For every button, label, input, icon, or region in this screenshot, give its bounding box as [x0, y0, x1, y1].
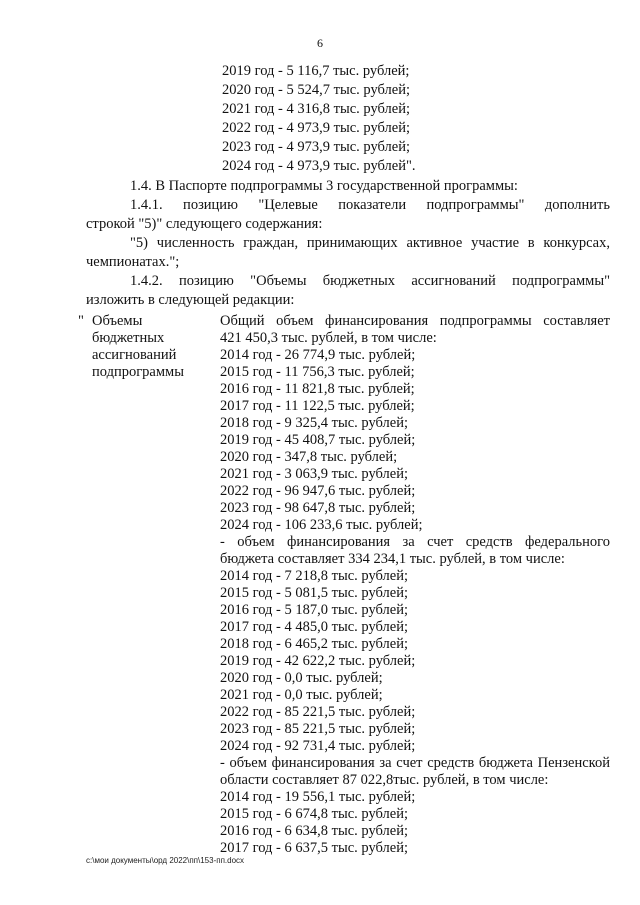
- total-year-line: 2018 год - 9 325,4 тыс. рублей;: [220, 415, 408, 431]
- federal-year-line: 2024 год - 92 731,4 тыс. рублей;: [220, 738, 416, 754]
- federal-year-line: 2015 год - 5 081,5 тыс. рублей;: [220, 585, 408, 601]
- federal-year-line: 2022 год - 85 221,5 тыс. рублей;: [220, 704, 416, 720]
- federal-year-line: 2019 год - 42 622,2 тыс. рублей;: [220, 653, 416, 669]
- total-year-line: 2021 год - 3 063,9 тыс. рублей;: [220, 466, 408, 482]
- left-label-line: Объемы: [92, 313, 143, 329]
- total-year-line: 2014 год - 26 774,9 тыс. рублей;: [220, 347, 416, 363]
- total-year-line: 2019 год - 45 408,7 тыс. рублей;: [220, 432, 416, 448]
- top-list-line: 2020 год - 5 524,7 тыс. рублей;: [222, 82, 410, 98]
- regional-year-line: 2016 год - 6 634,8 тыс. рублей;: [220, 823, 408, 839]
- federal-year-line: 2021 год - 0,0 тыс. рублей;: [220, 687, 383, 703]
- left-label-line: ассигнований: [92, 347, 177, 363]
- total-year-line: 2024 год - 106 233,6 тыс. рублей;: [220, 517, 423, 533]
- total-year-line: 2016 год - 11 821,8 тыс. рублей;: [220, 381, 415, 397]
- item-1-4-1-quote2: чемпионатах.";: [86, 254, 180, 270]
- regional-line2: области составляет 87 022,8тыс. рублей, в том числе:: [220, 772, 549, 788]
- total-line2: 421 450,3 тыс. рублей, в том числе:: [220, 330, 437, 346]
- page-number: 6: [317, 36, 323, 50]
- regional-line1: - объем финансирования за счет средств бюджета Пензенской: [220, 755, 610, 771]
- item-1-4-1-line1: 1.4.1. позицию "Целевые показатели подпрограммы" дополнить: [130, 197, 610, 213]
- top-list-line: 2024 год - 4 973,9 тыс. рублей".: [222, 158, 416, 174]
- total-year-line: 2017 год - 11 122,5 тыс. рублей;: [220, 398, 415, 414]
- item-1-4-1-line2: строкой "5)" следующего содержания:: [86, 216, 323, 232]
- section-1-4-heading: 1.4. В Паспорте подпрограммы 3 государственной программы:: [130, 178, 518, 194]
- federal-year-line: 2017 год - 4 485,0 тыс. рублей;: [220, 619, 408, 635]
- item-1-4-1-quote1: "5) численность граждан, принимающих активное участие в конкурсах,: [130, 235, 610, 251]
- left-label-line: бюджетных: [92, 330, 165, 346]
- federal-line1: - объем финансирования за счет средств федерального: [220, 534, 610, 550]
- regional-year-line: 2014 год - 19 556,1 тыс. рублей;: [220, 789, 416, 805]
- top-list-line: 2022 год - 4 973,9 тыс. рублей;: [222, 120, 410, 136]
- total-year-line: 2022 год - 96 947,6 тыс. рублей;: [220, 483, 416, 499]
- federal-year-line: 2016 год - 5 187,0 тыс. рублей;: [220, 602, 408, 618]
- top-list-line: 2019 год - 5 116,7 тыс. рублей;: [222, 63, 410, 79]
- federal-line2: бюджета составляет 334 234,1 тыс. рублей, в том числе:: [220, 551, 565, 567]
- top-list-line: 2021 год - 4 316,8 тыс. рублей;: [222, 101, 410, 117]
- federal-year-line: 2014 год - 7 218,8 тыс. рублей;: [220, 568, 408, 584]
- total-year-line: 2015 год - 11 756,3 тыс. рублей;: [220, 364, 415, 380]
- item-1-4-2-line2: изложить в следующей редакции:: [86, 292, 295, 308]
- total-year-line: 2020 год - 347,8 тыс. рублей;: [220, 449, 398, 465]
- regional-year-line: 2017 год - 6 637,5 тыс. рублей;: [220, 840, 408, 856]
- federal-year-line: 2018 год - 6 465,2 тыс. рублей;: [220, 636, 408, 652]
- footer-file-path: c:\мои документы\орд 2022\пп\153-пп.docx: [86, 856, 245, 865]
- total-year-line: 2023 год - 98 647,8 тыс. рублей;: [220, 500, 416, 516]
- federal-year-line: 2020 год - 0,0 тыс. рублей;: [220, 670, 383, 686]
- top-list-line: 2023 год - 4 973,9 тыс. рублей;: [222, 139, 410, 155]
- item-1-4-2-line1: 1.4.2. позицию "Объемы бюджетных ассигнований подпрограммы": [130, 273, 610, 289]
- total-line1: Общий объем финансирования подпрограммы составляет: [220, 313, 610, 329]
- federal-year-line: 2023 год - 85 221,5 тыс. рублей;: [220, 721, 416, 737]
- regional-year-line: 2015 год - 6 674,8 тыс. рублей;: [220, 806, 408, 822]
- left-label-line: подпрограммы: [92, 364, 184, 380]
- open-quote: ": [78, 313, 84, 329]
